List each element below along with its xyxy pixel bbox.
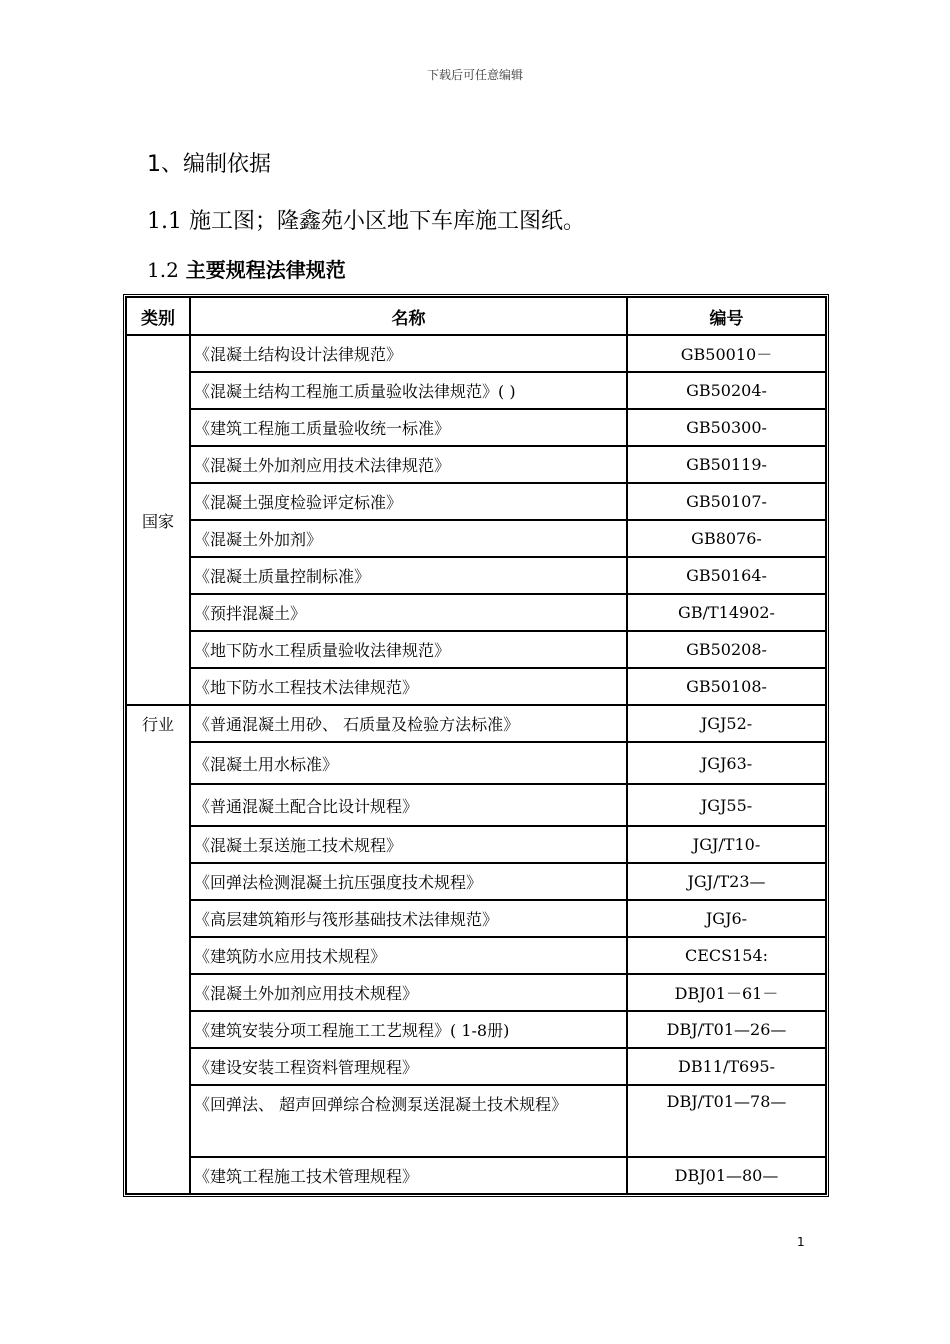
standard-name-cell: 《混凝土外加剂》: [190, 520, 627, 557]
standard-code-cell: GB8076-: [627, 520, 826, 557]
standard-name-cell: 《高层建筑箱形与筏形基础技术法律规范》: [190, 900, 627, 937]
table-row: [126, 974, 826, 1011]
table-row: [126, 1048, 826, 1085]
standard-code-cell: GB50010－: [627, 335, 826, 372]
standard-name-cell: 《普通混凝土配合比设计规程》: [190, 784, 627, 826]
table-row: [126, 784, 826, 826]
table-row: [126, 446, 826, 483]
standard-name-cell: 《地下防水工程技术法律规范》: [190, 668, 627, 705]
table-row: [126, 705, 826, 742]
standard-name-cell: 《混凝土泵送施工技术规程》: [190, 826, 627, 863]
table-row: [126, 826, 826, 863]
table-row: [126, 409, 826, 446]
subsection-number: 1.1: [147, 209, 182, 234]
table-row: [126, 1011, 826, 1048]
table-row: [126, 1085, 826, 1157]
standard-code-cell: JGJ52-: [627, 705, 826, 742]
standard-name-cell: 《建筑安装分项工程施工工艺规程》( 1-8册): [190, 1011, 627, 1048]
standard-name-cell: 《建筑工程施工质量验收统一标准》: [190, 409, 627, 446]
table-row: [126, 372, 826, 409]
standard-code-cell: DBJ01—80—: [627, 1157, 826, 1194]
standard-code-cell: GB50119-: [627, 446, 826, 483]
standard-code-cell: DBJ01－61－: [627, 974, 826, 1011]
section-heading: 1、编制依据: [147, 152, 271, 177]
standard-code-cell: JGJ55-: [627, 784, 826, 826]
standard-name-cell: 《混凝土结构设计法律规范》: [190, 335, 627, 372]
standard-code-cell: GB50107-: [627, 483, 826, 520]
table-row: [126, 594, 826, 631]
standard-name-cell: 《普通混凝土用砂、 石质量及检验方法标准》: [190, 705, 627, 742]
table-row: [126, 483, 826, 520]
standard-name-cell: 《回弹法检测混凝土抗压强度技术规程》: [190, 863, 627, 900]
standard-name-cell: 《回弹法、 超声回弹综合检测泵送混凝土技术规程》: [190, 1085, 627, 1157]
standard-code-cell: JGJ/T10-: [627, 826, 826, 863]
standard-code-cell: GB50164-: [627, 557, 826, 594]
standard-code-cell: GB50204-: [627, 372, 826, 409]
standard-name-cell: 《混凝土外加剂应用技术法律规范》: [190, 446, 627, 483]
header-code: 编号: [627, 297, 826, 335]
standard-name-cell: 《混凝土用水标准》: [190, 742, 627, 784]
standard-code-cell: JGJ/T23—: [627, 863, 826, 900]
table-row: [126, 937, 826, 974]
standard-code-cell: GB50208-: [627, 631, 826, 668]
page-number: 1: [797, 1235, 805, 1249]
standard-name-cell: 《混凝土质量控制标准》: [190, 557, 627, 594]
table-header-row: [126, 297, 826, 335]
subsection-heading-1-2: [147, 254, 346, 283]
table-row: [126, 335, 826, 372]
table-row: [126, 1157, 826, 1194]
standard-code-cell: GB50108-: [627, 668, 826, 705]
category-cell: 行业: [126, 705, 190, 1194]
subsection-label: 施工图；: [189, 209, 278, 234]
table-row: [126, 557, 826, 594]
header-name: 名称: [190, 297, 627, 335]
standard-name-cell: 《建筑工程施工技术管理规程》: [190, 1157, 627, 1194]
category-cell: 国家: [126, 335, 190, 705]
standard-code-cell: DBJ/T01—26—: [627, 1011, 826, 1048]
standard-name-cell: 《预拌混凝土》: [190, 594, 627, 631]
standard-name-cell: 《建设安装工程资料管理规程》: [190, 1048, 627, 1085]
standard-code-cell: DB11/T695-: [627, 1048, 826, 1085]
standard-code-cell: JGJ6-: [627, 900, 826, 937]
standard-name-cell: 《建筑防水应用技术规程》: [190, 937, 627, 974]
table-row: [126, 742, 826, 784]
standard-name-cell: 《混凝土结构工程施工质量验收法律规范》( ): [190, 372, 627, 409]
standard-code-cell: DBJ/T01—78—: [627, 1085, 826, 1157]
table-row: [126, 668, 826, 705]
standard-name-cell: 《地下防水工程质量验收法律规范》: [190, 631, 627, 668]
standard-code-cell: GB50300-: [627, 409, 826, 446]
subsection-number: 1.2: [147, 258, 179, 282]
standard-code-cell: GB/T14902-: [627, 594, 826, 631]
table-row: [126, 863, 826, 900]
standard-name-cell: 《混凝土强度检验评定标准》: [190, 483, 627, 520]
standard-code-cell: JGJ63-: [627, 742, 826, 784]
subsection-heading-1-1: [147, 204, 585, 235]
table-row: [126, 900, 826, 937]
table-row: [126, 520, 826, 557]
header-category: 类别: [126, 297, 190, 335]
subsection-text: 主要规程法律规范: [185, 258, 346, 282]
subsection-text: 隆鑫苑小区地下车库施工图纸。: [277, 209, 586, 234]
standard-code-cell: CECS154:: [627, 937, 826, 974]
table-row: [126, 631, 826, 668]
standards-table: [125, 296, 827, 1195]
page-header: 下载后可任意编辑: [426, 68, 523, 82]
standard-name-cell: 《混凝土外加剂应用技术规程》: [190, 974, 627, 1011]
